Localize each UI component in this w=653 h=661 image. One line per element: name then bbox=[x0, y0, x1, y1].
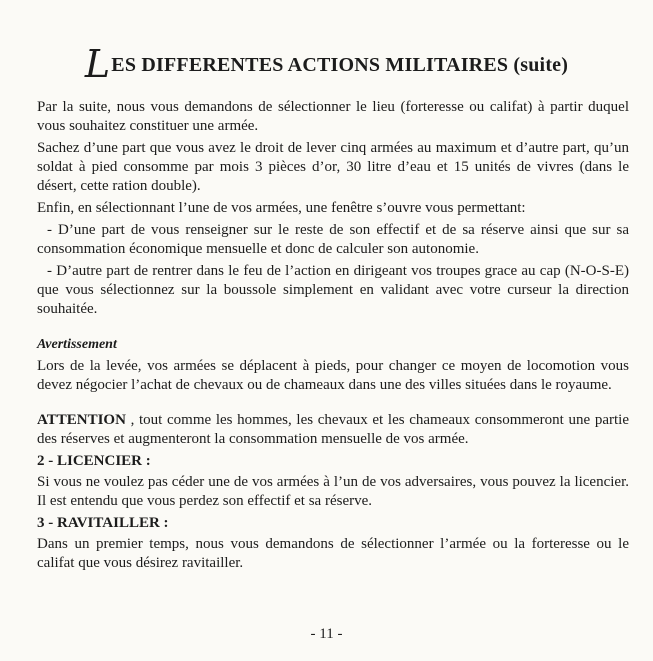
section-resupply-heading: 3 - RAVITAILLER : bbox=[37, 515, 169, 531]
page-number: - 11 - bbox=[310, 626, 343, 642]
page-title bbox=[0, 42, 653, 86]
paragraph-army-limits: Sachez d’une part que vous avez le droit de lever cinq armées au maximum et d’autre part, qu’un soldat à pied consomme par mois 3 pièces d’or, 30 litre d’eau et 15 unités de vivres (dans le désert, cette ration double). bbox=[37, 140, 629, 194]
title-text: ES DIFFERENTES ACTIONS MILITAIRES (suite) bbox=[111, 54, 569, 76]
title-initial: L bbox=[84, 42, 111, 86]
attention-label: ATTENTION bbox=[37, 412, 126, 428]
warning-text: Lors de la levée, vos armées se déplacent à pieds, pour changer ce moyen de locomotion vous devez négocier l’achat de chevaux ou de chameaux dans une des villes situées dans le royaume. bbox=[37, 358, 629, 393]
section-dismiss-text: Si vous ne voulez pas céder une de vos armées à l’un de vos adversaires, vous pouvez la licencier. Il est entendu que vous perdez son effectif et sa réserve. bbox=[37, 474, 629, 509]
warning-heading: Avertissement bbox=[37, 337, 117, 352]
attention-paragraph bbox=[37, 411, 629, 449]
section-resupply-text: Dans un premier temps, nous vous demandons de sélectionner l’armée ou la forteresse ou le califat que vous désirez ravitailler. bbox=[37, 536, 629, 571]
section-dismiss-heading: 2 - LICENCIER : bbox=[37, 453, 151, 469]
paragraph-army-direction: - D’autre part de rentrer dans le feu de l’action en dirigeant vos troupes grace au cap (N-O-S-E) que vous sélectionnez sur la boussole simplement en validant avec votre curseur la direction souhaitée. bbox=[37, 263, 629, 317]
page-body bbox=[37, 98, 629, 576]
attention-text: , tout comme les hommes, les chevaux et les chameaux consommeront une partie des réserves et augmenteront la consommation mensuelle de vos armée. bbox=[37, 412, 629, 447]
paragraph-army-info: - D’une part de vous renseigner sur le reste de son effectif et de sa réserve ainsi que sur sa consommation économique mensuelle et donc de calculer son autonomie. bbox=[37, 222, 629, 257]
paragraph-select-location: Par la suite, nous vous demandons de sélectionner le lieu (forteresse ou califat) à partir duquel vous souhaitez constituer une armée. bbox=[37, 99, 629, 134]
paragraph-army-window: Enfin, en sélectionnant l’une de vos armées, une fenêtre s’ouvre vous permettant: bbox=[37, 200, 526, 216]
